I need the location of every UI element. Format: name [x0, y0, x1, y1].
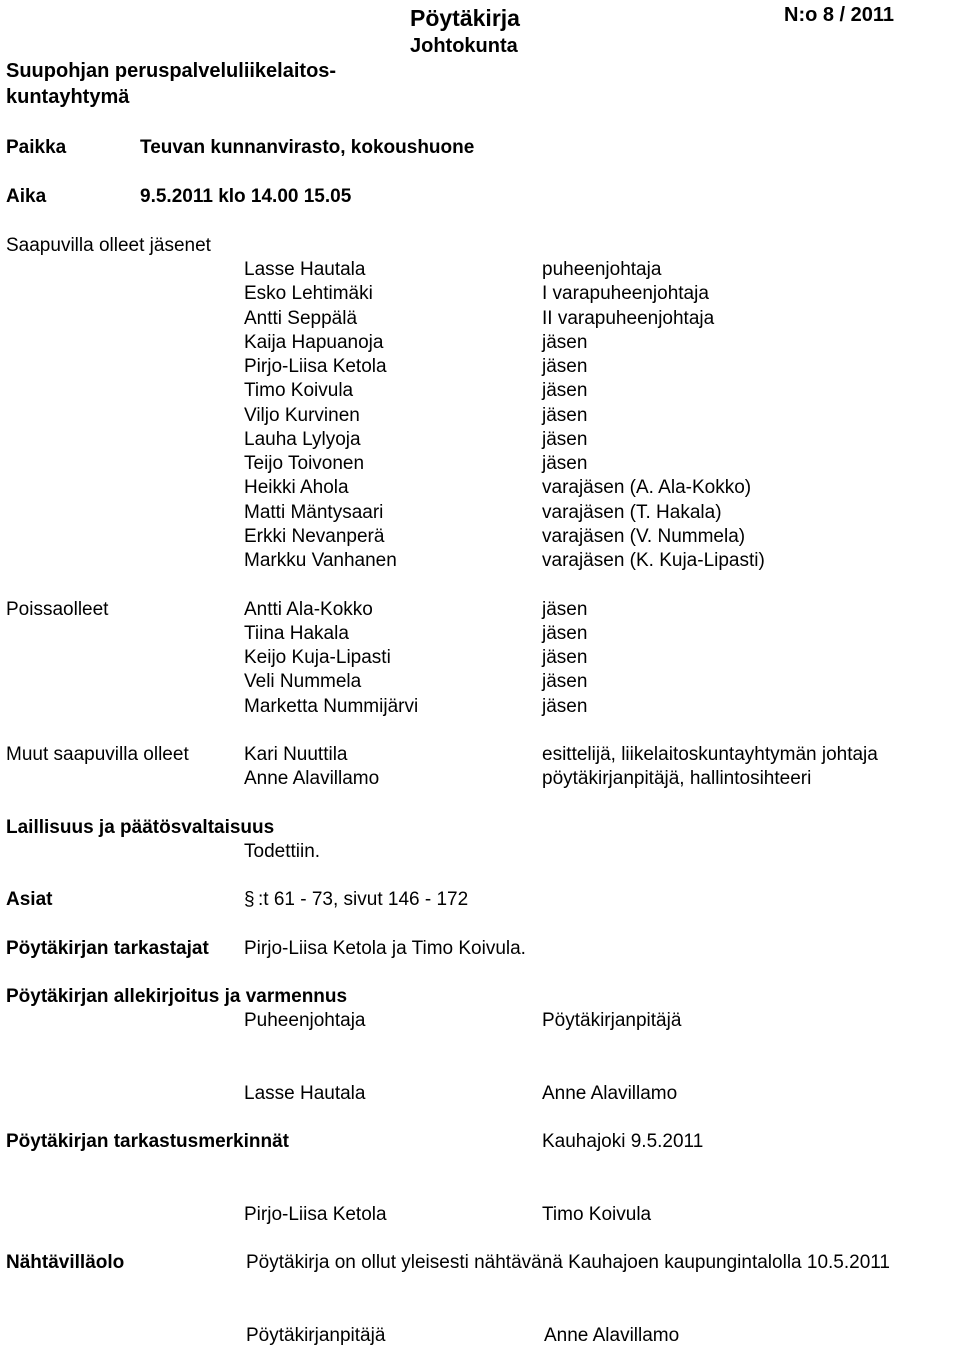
member-role: puheenjohtaja [542, 259, 662, 280]
member-role: jäsen [542, 599, 588, 620]
document-number: N:o 8 / 2011 [784, 4, 895, 26]
member-name: Viljo Kurvinen [244, 405, 360, 426]
place-value: Teuvan kunnanvirasto, kokoushuone [140, 137, 475, 158]
inspection-label: Pöytäkirjan tarkastusmerkinnät [6, 1131, 290, 1152]
member-name: Kari Nuuttila [244, 744, 348, 765]
signing-name-right: Anne Alavillamo [542, 1083, 678, 1104]
public-view-label: Nähtävilläolo [6, 1252, 125, 1273]
signing-role-left: Puheenjohtaja [244, 1010, 366, 1031]
member-name: Anne Alavillamo [244, 768, 380, 789]
document-type: Pöytäkirja [410, 5, 520, 31]
member-role: jäsen [542, 453, 588, 474]
items-label: Asiat [6, 889, 53, 910]
inspection-place-date: Kauhajoki 9.5.2011 [542, 1131, 704, 1152]
member-name: Lauha Lylyoja [244, 429, 361, 450]
organization-name [6, 58, 406, 110]
others-label: Muut saapuvilla olleet [6, 744, 189, 765]
time-value: 9.5.2011 klo 14.00 15.05 [140, 186, 352, 207]
member-name: Tiina Hakala [244, 623, 349, 644]
member-name: Timo Koivula [244, 380, 354, 401]
member-name: Lasse Hautala [244, 259, 366, 280]
member-role: jäsen [542, 380, 588, 401]
member-role: jäsen [542, 332, 588, 353]
member-role: jäsen [542, 696, 588, 717]
member-role: varajäsen (V. Nummela) [542, 526, 746, 547]
legality-label: Laillisuus ja päätösvaltaisuus [6, 817, 275, 838]
member-name: Heikki Ahola [244, 477, 349, 498]
public-view-value: Pöytäkirja on ollut yleisesti nähtävänä Kauhajoen kaupungintalolla 10.5.2011 [246, 1252, 890, 1273]
time-label: Aika [6, 186, 47, 207]
member-role: jäsen [542, 356, 588, 377]
member-role: varajäsen (A. Ala-Kokko) [542, 477, 752, 498]
member-name: Esko Lehtimäki [244, 283, 373, 304]
member-role: esittelijä, liikelaitoskuntayhtymän johtaja [542, 744, 878, 765]
member-name: Erkki Nevanperä [244, 526, 385, 547]
member-role: jäsen [542, 671, 588, 692]
member-name: Kaija Hapuanoja [244, 332, 384, 353]
member-name: Matti Mäntysaari [244, 502, 384, 523]
member-name: Antti Ala-Kokko [244, 599, 373, 620]
body-name: Johtokunta [410, 35, 518, 57]
signing-role-right: Pöytäkirjanpitäjä [542, 1010, 682, 1031]
member-role: jäsen [542, 429, 588, 450]
public-view-role-left: Pöytäkirjanpitäjä [246, 1325, 386, 1346]
place-label: Paikka [6, 137, 67, 158]
legality-value: Todettiin. [244, 841, 321, 862]
member-name: Teijo Toivonen [244, 453, 365, 474]
member-role: varajäsen (K. Kuja-Lipasti) [542, 550, 765, 571]
absent-label: Poissaolleet [6, 599, 109, 620]
member-name: Marketta Nummijärvi [244, 696, 419, 717]
member-role: varajäsen (T. Hakala) [542, 502, 722, 523]
inspectors-value: Pirjo-Liisa Ketola ja Timo Koivula. [244, 938, 526, 959]
signing-name-left: Lasse Hautala [244, 1083, 366, 1104]
member-name: Pirjo-Liisa Ketola [244, 356, 387, 377]
member-role: jäsen [542, 647, 588, 668]
member-role: I varapuheenjohtaja [542, 283, 709, 304]
section-sign-icon: § [244, 889, 255, 910]
present-label: Saapuvilla olleet jäsenet [6, 235, 211, 256]
member-name: Keijo Kuja-Lipasti [244, 647, 391, 668]
member-name: Antti Seppälä [244, 308, 358, 329]
member-name: Markku Vanhanen [244, 550, 397, 571]
inspection-name-right: Timo Koivula [542, 1204, 652, 1225]
organization-name-line1: Suupohjan peruspalveluliikelaitos- [6, 60, 337, 82]
member-name: Veli Nummela [244, 671, 362, 692]
member-role: II varapuheenjohtaja [542, 308, 715, 329]
organization-name-line2: kuntayhtymä [6, 86, 130, 108]
member-role: jäsen [542, 405, 588, 426]
member-role: jäsen [542, 623, 588, 644]
signing-label: Pöytäkirjan allekirjoitus ja varmennus [6, 986, 348, 1007]
inspection-name-left: Pirjo-Liisa Ketola [244, 1204, 387, 1225]
public-view-name-right: Anne Alavillamo [544, 1325, 680, 1346]
items-value: :t 61 - 73, sivut 146 - 172 [258, 889, 469, 910]
inspectors-label: Pöytäkirjan tarkastajat [6, 938, 209, 959]
member-role: pöytäkirjanpitäjä, hallintosihteeri [542, 768, 812, 789]
